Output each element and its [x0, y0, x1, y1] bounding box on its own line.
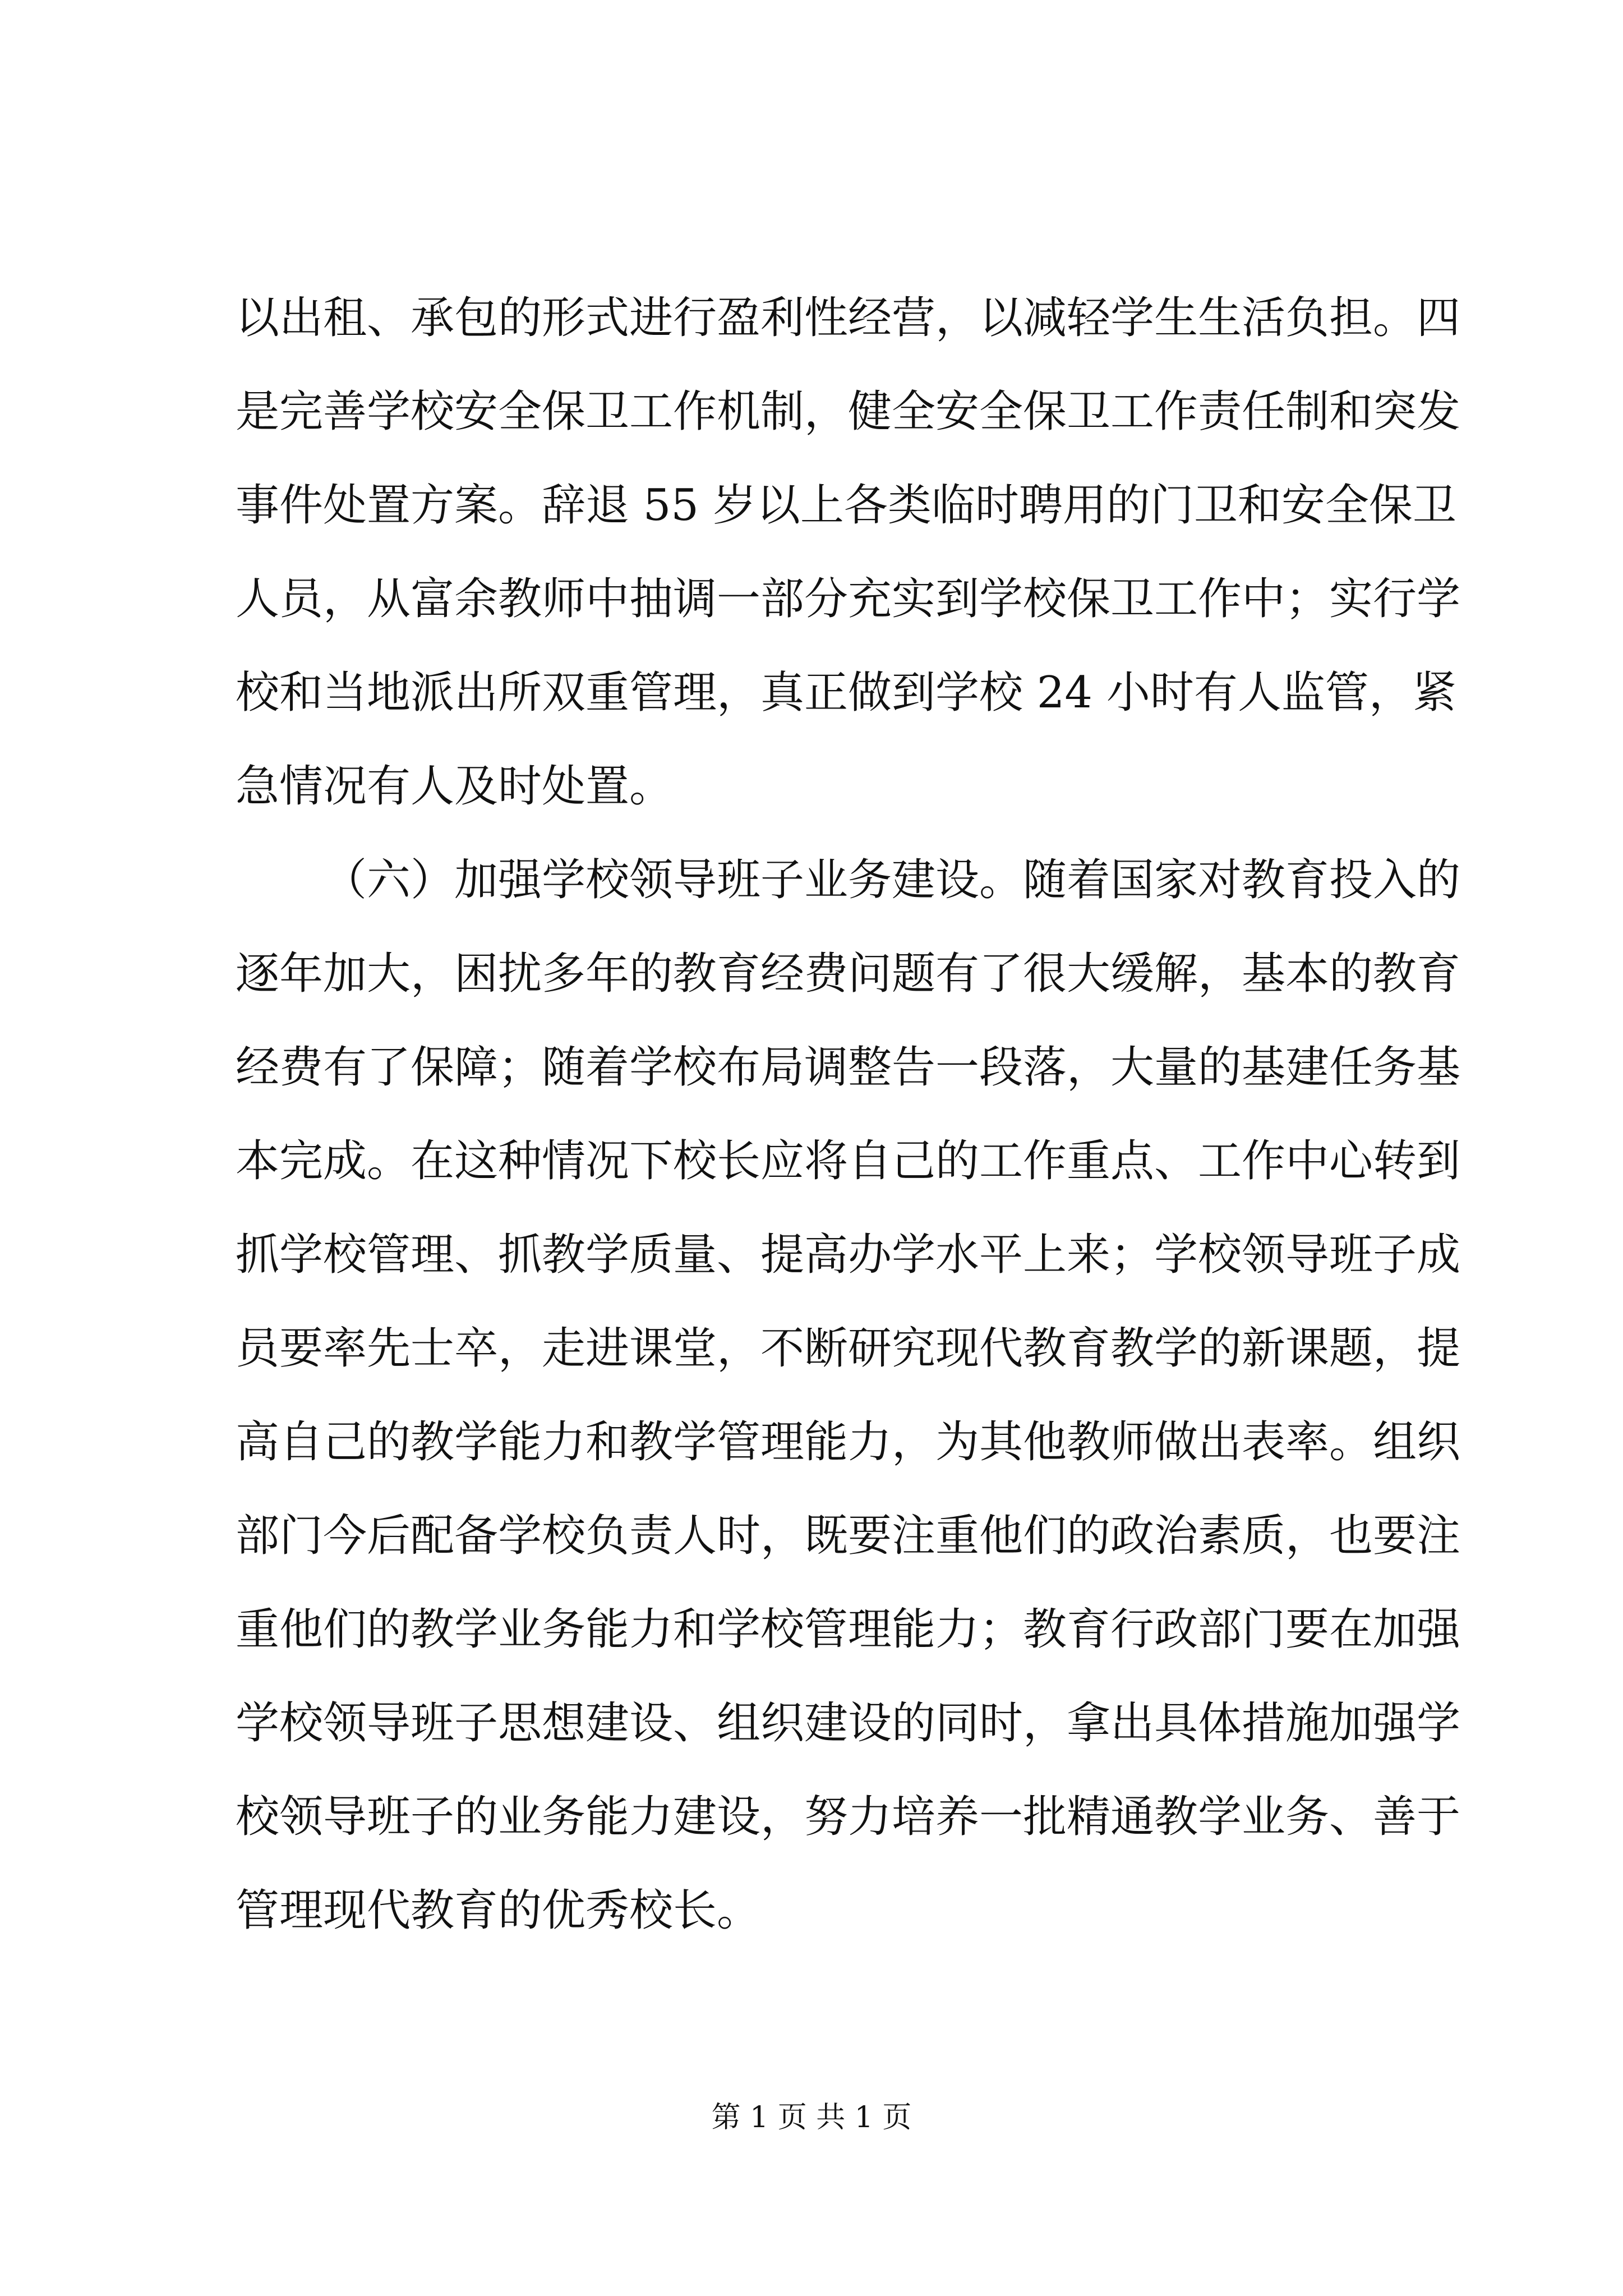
text-line: 部门今后配备学校负责人时，既要注重他们的政治素质，也要注 — [236, 1511, 1461, 1561]
text-line: 是完善学校安全保卫工作机制，健全安全保卫工作责任制和突发 — [236, 386, 1461, 437]
paragraph — [236, 847, 1461, 1971]
text-line: 逐年加大，困扰多年的教育经费问题有了很大缓解，基本的教育 — [236, 949, 1461, 999]
page-number-label: 第 1 页 共 1 页 — [711, 2101, 912, 2134]
document-body — [236, 285, 1461, 1971]
text-line: 管理现代教育的优秀校长。 — [236, 1885, 761, 1936]
text-line: 抓学校管理、抓教学质量、提高办学水平上来；学校领导班子成 — [236, 1230, 1461, 1280]
text-line: 急情况有人及时处置。 — [236, 761, 674, 812]
paragraph — [236, 285, 1461, 847]
page-footer — [0, 2098, 1623, 2137]
text-line: 事件处置方案。辞退 55 岁以上各类临时聘用的门卫和安全保卫 — [236, 480, 1456, 531]
text-line: 校领导班子的业务能力建设，努力培养一批精通教学业务、善于 — [236, 1792, 1461, 1842]
text-line: （六）加强学校领导班子业务建设。随着国家对教育投入的 — [323, 855, 1461, 905]
text-line: 重他们的教学业务能力和学校管理能力；教育行政部门要在加强 — [236, 1604, 1461, 1655]
text-line: 人员，从富余教师中抽调一部分充实到学校保卫工作中；实行学 — [236, 574, 1461, 624]
text-line: 以出租、承包的形式进行盈利性经营，以减轻学生生活负担。四 — [236, 293, 1461, 343]
text-line: 学校领导班子思想建设、组织建设的同时，拿出具体措施加强学 — [236, 1698, 1461, 1749]
text-line: 校和当地派出所双重管理，真正做到学校 24 小时有人监管，紧 — [236, 668, 1456, 718]
text-line: 员要率先士卒，走进课堂，不断研究现代教育教学的新课题，提 — [236, 1323, 1461, 1374]
text-line: 本完成。在这种情况下校长应将自己的工作重点、工作中心转到 — [236, 1136, 1461, 1186]
text-line: 高自己的教学能力和教学管理能力，为其他教师做出表率。组织 — [236, 1417, 1461, 1467]
text-line: 经费有了保障；随着学校布局调整告一段落，大量的基建任务基 — [236, 1042, 1461, 1093]
